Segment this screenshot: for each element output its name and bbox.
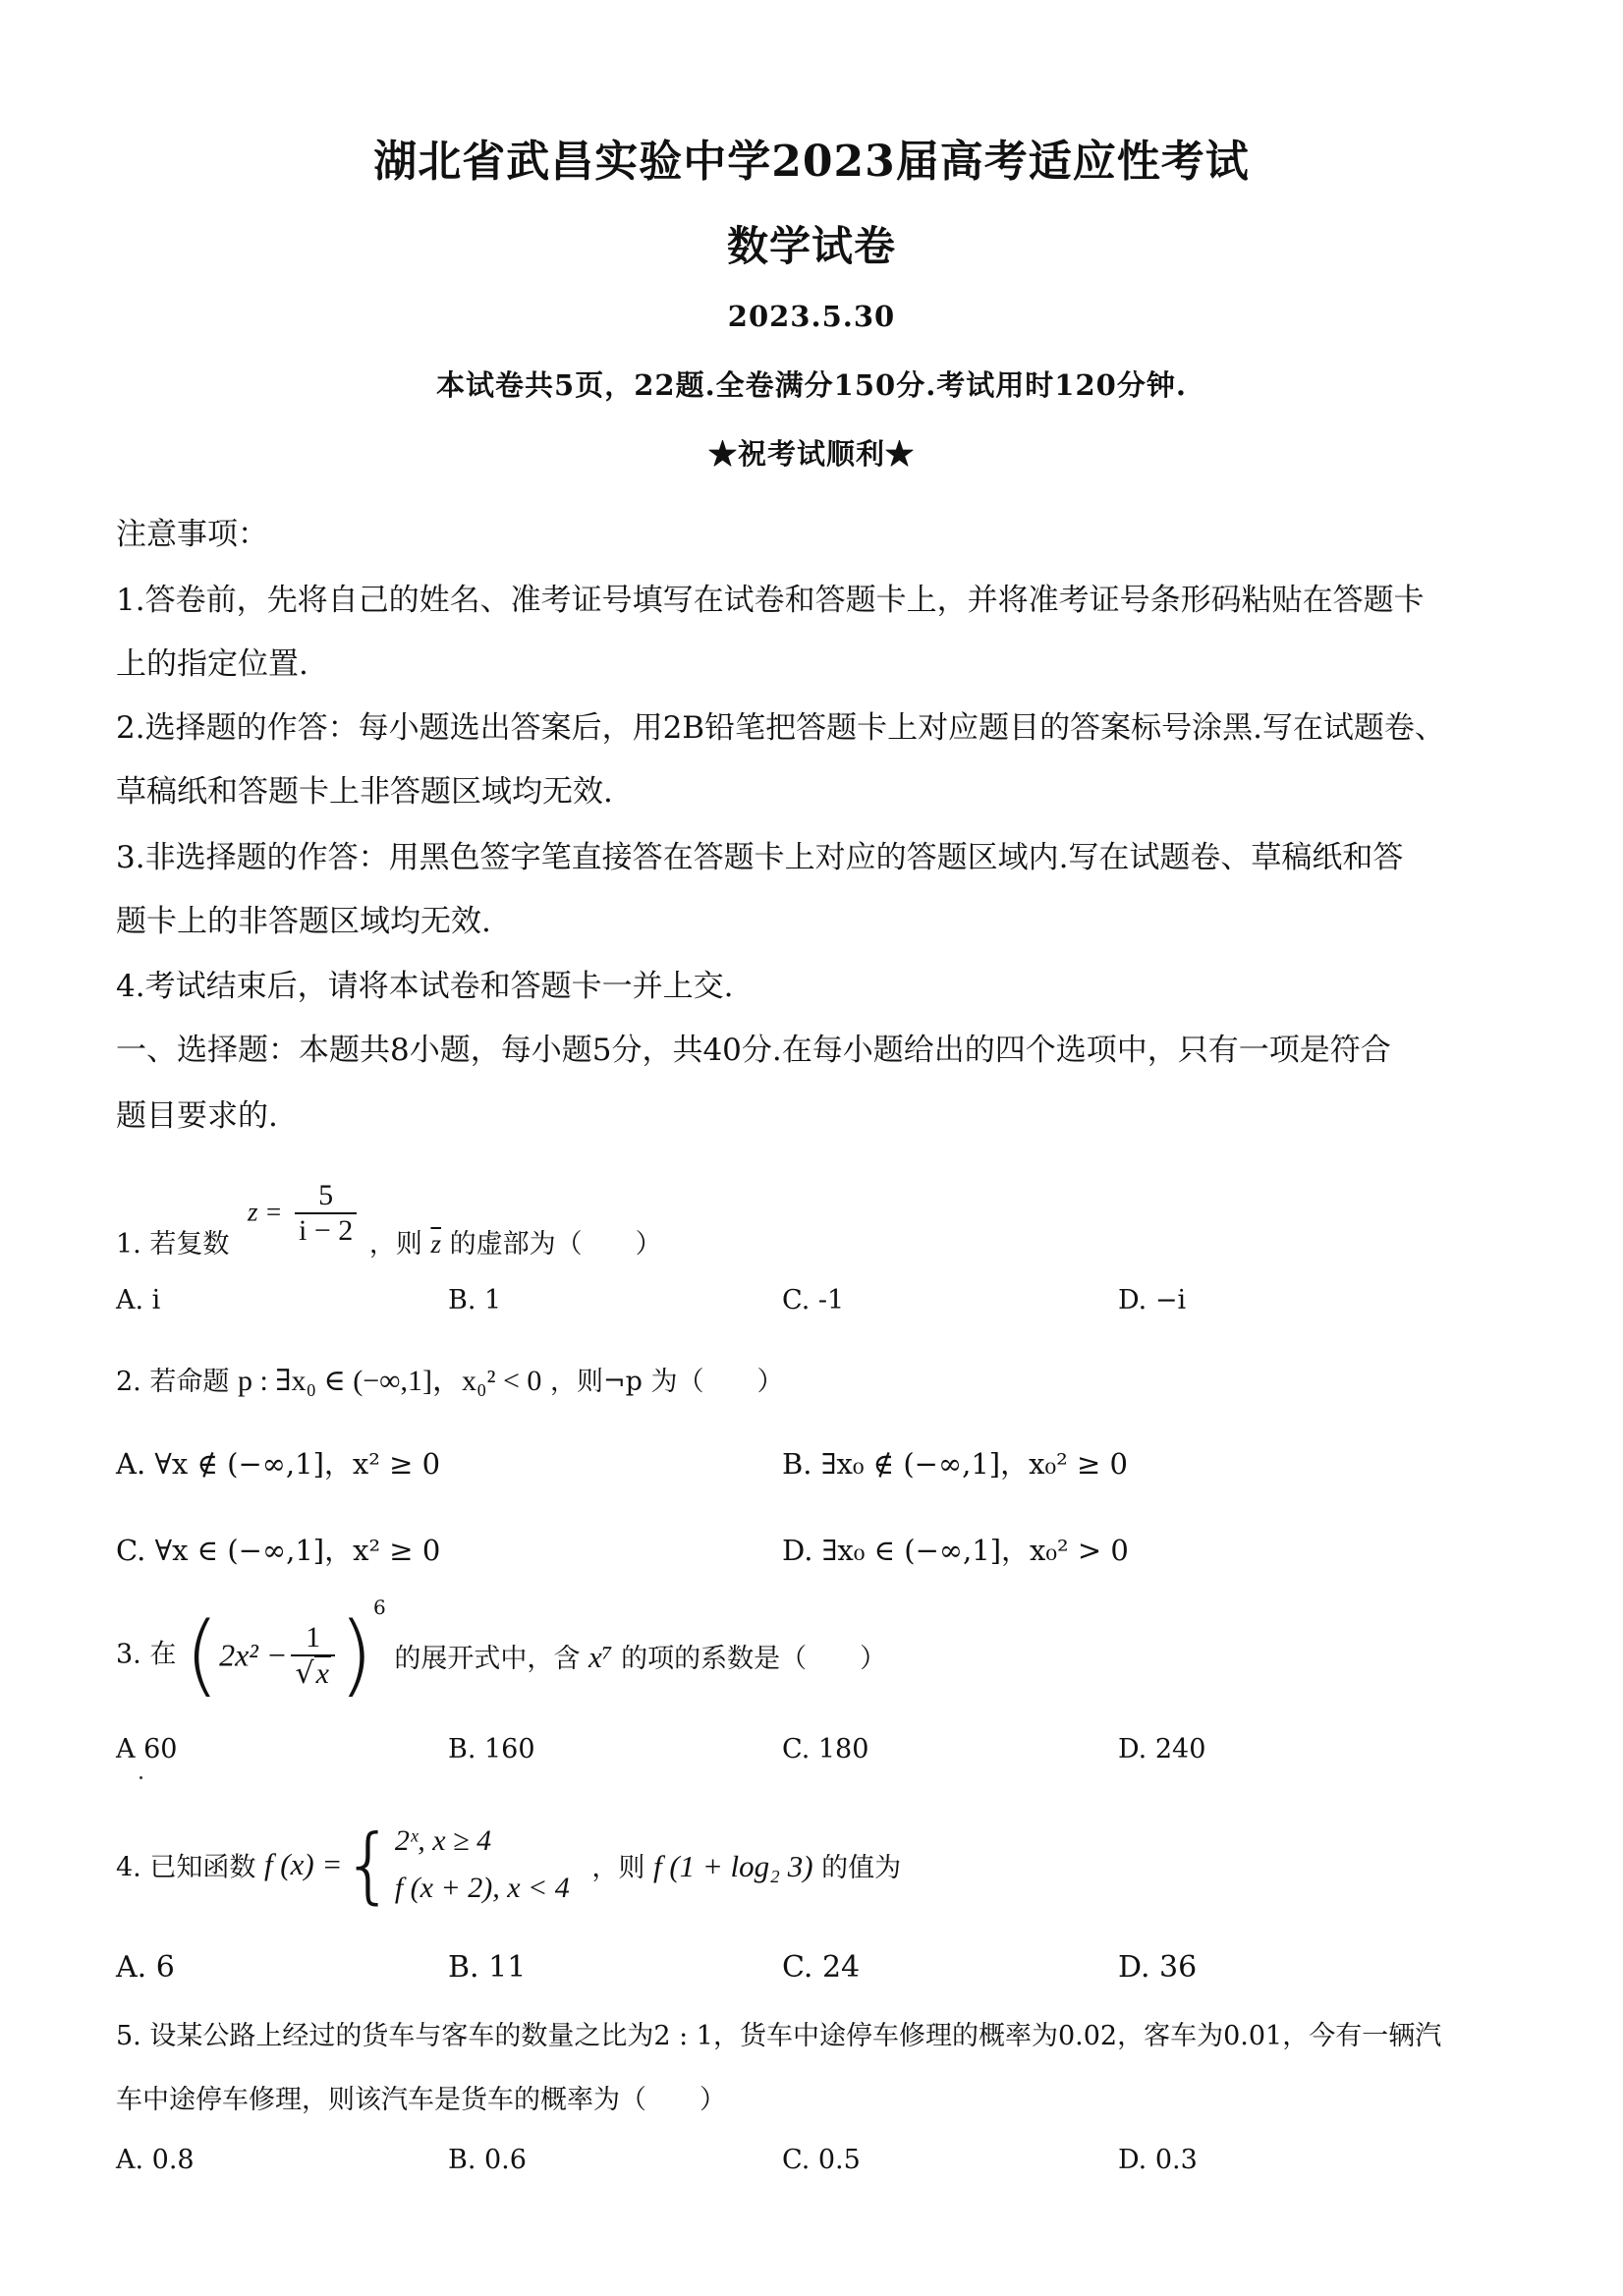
exam-subtitle: 数学试卷 <box>726 222 896 270</box>
q3-prefix: 3. 在 <box>116 1639 177 1670</box>
q5-option-b: B. 0.6 <box>448 2145 527 2175</box>
q4-option-a: A. 6 <box>116 1950 175 1985</box>
q1-suffix: 的虚部为（ ） <box>449 1228 662 1260</box>
q2-statement: p : ∃x₀ ∈ (−∞,1]，x₀² < 0 <box>237 1365 542 1397</box>
q4-prefix: 4. 已知函数 <box>116 1852 256 1883</box>
q3-suffix: 的项的系数是（ ） <box>621 1643 887 1674</box>
note-1b: 上的指定位置. <box>116 646 308 682</box>
q1-z-eq: z = <box>247 1197 283 1227</box>
q1-option-b: B. 1 <box>448 1285 502 1316</box>
q3-right-paren: ) <box>338 1603 374 1707</box>
section-heading-line2: 题目要求的. <box>116 1098 278 1134</box>
q1-zbar: $\overline{z}$ <box>430 1228 441 1259</box>
q4-case2: f (x + 2), x < 4 <box>394 1872 570 1904</box>
q3-option-c: C. 180 <box>782 1734 869 1764</box>
question-5-line2: 车中途停车修理，则该汽车是货车的概率为（ ） <box>116 2085 726 2115</box>
q4-option-c: C. 24 <box>782 1950 861 1985</box>
q3-option-d: D. 240 <box>1118 1734 1206 1764</box>
q1-frac-num: 5 <box>295 1179 357 1214</box>
q3-frac-num: 1 <box>291 1621 334 1656</box>
stray-dot <box>140 1776 142 1779</box>
q2-option-a: A. ∀x ∉ (−∞,1]，x² ≥ 0 <box>116 1447 441 1481</box>
q4-option-d: D. 36 <box>1118 1950 1198 1985</box>
q3-frac-den: x <box>315 1656 329 1690</box>
q2-option-d: D. ∃x₀ ∈ (−∞,1]，x₀² > 0 <box>782 1534 1129 1567</box>
q3-left-paren: ( <box>184 1603 220 1707</box>
q3-mid: 的展开式中，含 <box>394 1643 581 1674</box>
q5-option-a: A. 0.8 <box>116 2145 195 2175</box>
q3-option-a: A 60 <box>116 1734 178 1764</box>
q4-mid: ，则 <box>591 1852 645 1883</box>
q5-option-c: C. 0.5 <box>782 2145 861 2175</box>
q3-option-b: B. 160 <box>448 1734 535 1764</box>
q3-power: 6 <box>373 1595 386 1619</box>
note-1a: 1.答卷前，先将自己的姓名、准考证号填写在试卷和答题卡上，并将准考证号条形码粘贴在答题卡 <box>116 583 1425 618</box>
q4-expr: f (1 + log₂ 3) <box>652 1848 813 1883</box>
exam-title: 湖北省武昌实验中学2023届高考适应性考试 <box>373 137 1250 187</box>
q1-prefix: 1. 若复数 <box>116 1228 230 1260</box>
section-heading-line1: 一、选择题：本题共8小题，每小题5分，共40分.在每小题给出的四个选项中，只有一项是符合 <box>116 1033 1391 1068</box>
note-3b: 题卡上的非答题区域均无效. <box>116 904 491 939</box>
exam-wish: ★祝考试顺利★ <box>707 437 915 471</box>
question-4 <box>116 1818 901 1912</box>
q1-option-a: A. i <box>116 1285 161 1316</box>
q1-option-c: C. -1 <box>782 1285 845 1316</box>
q5-option-d: D. 0.3 <box>1118 2145 1198 2175</box>
q1-frac-den: i − 2 <box>299 1214 354 1247</box>
question-1 <box>116 1159 662 1260</box>
note-4: 4.考试结束后，请将本试卷和答题卡一并上交. <box>116 969 734 1004</box>
q4-option-b: B. 11 <box>448 1950 527 1985</box>
q1-mid: ，则 <box>368 1228 422 1260</box>
question-5-line1: 5. 设某公路上经过的货车与客车的数量之比为2 : 1，货车中途停车修理的概率为0.02，客车为0.01，今有一辆汽 <box>116 2021 1442 2051</box>
question-2 <box>116 1356 783 1399</box>
q2-option-c: C. ∀x ∈ (−∞,1]，x² ≥ 0 <box>116 1534 441 1567</box>
exam-info: 本试卷共5页，22题.全卷满分150分.考试用时120分钟. <box>436 368 1187 402</box>
q2-suffix: ，则¬p 为（ ） <box>549 1367 784 1397</box>
q4-fx: f (x) = <box>263 1847 343 1881</box>
q1-option-d: D. −i <box>1118 1285 1187 1316</box>
note-3a: 3.非选择题的作答：用黑色签字笔直接答在答题卡上对应的答题区域内.写在试题卷、草稿纸和答 <box>116 840 1404 875</box>
notes-heading: 注意事项： <box>116 517 268 552</box>
q4-cases <box>395 1818 570 1912</box>
exam-date: 2023.5.30 <box>727 300 896 333</box>
q3-xterm: x⁷ <box>588 1639 613 1674</box>
q4-suffix: 的值为 <box>821 1852 902 1883</box>
note-2b: 草稿纸和答题卡上非答题区域均无效. <box>116 774 613 810</box>
q3-term1: 2x² − <box>219 1637 288 1673</box>
note-2a: 2.选择题的作答：每小题选出答案后，用2B铅笔把答题卡上对应题目的答案标号涂黑.写在试题卷、 <box>116 710 1445 746</box>
q2-option-b: B. ∃x₀ ∉ (−∞,1]，x₀² ≥ 0 <box>782 1447 1128 1481</box>
q1-fraction <box>295 1179 357 1248</box>
question-3 <box>116 1595 887 1707</box>
q3-fraction: $\frac{1}{√x}$ <box>291 1621 334 1691</box>
q2-prefix: 2. 若命题 <box>116 1367 230 1397</box>
q4-case1: 2ˣ, x ≥ 4 <box>394 1824 492 1857</box>
q4-brace: { <box>342 1817 395 1913</box>
